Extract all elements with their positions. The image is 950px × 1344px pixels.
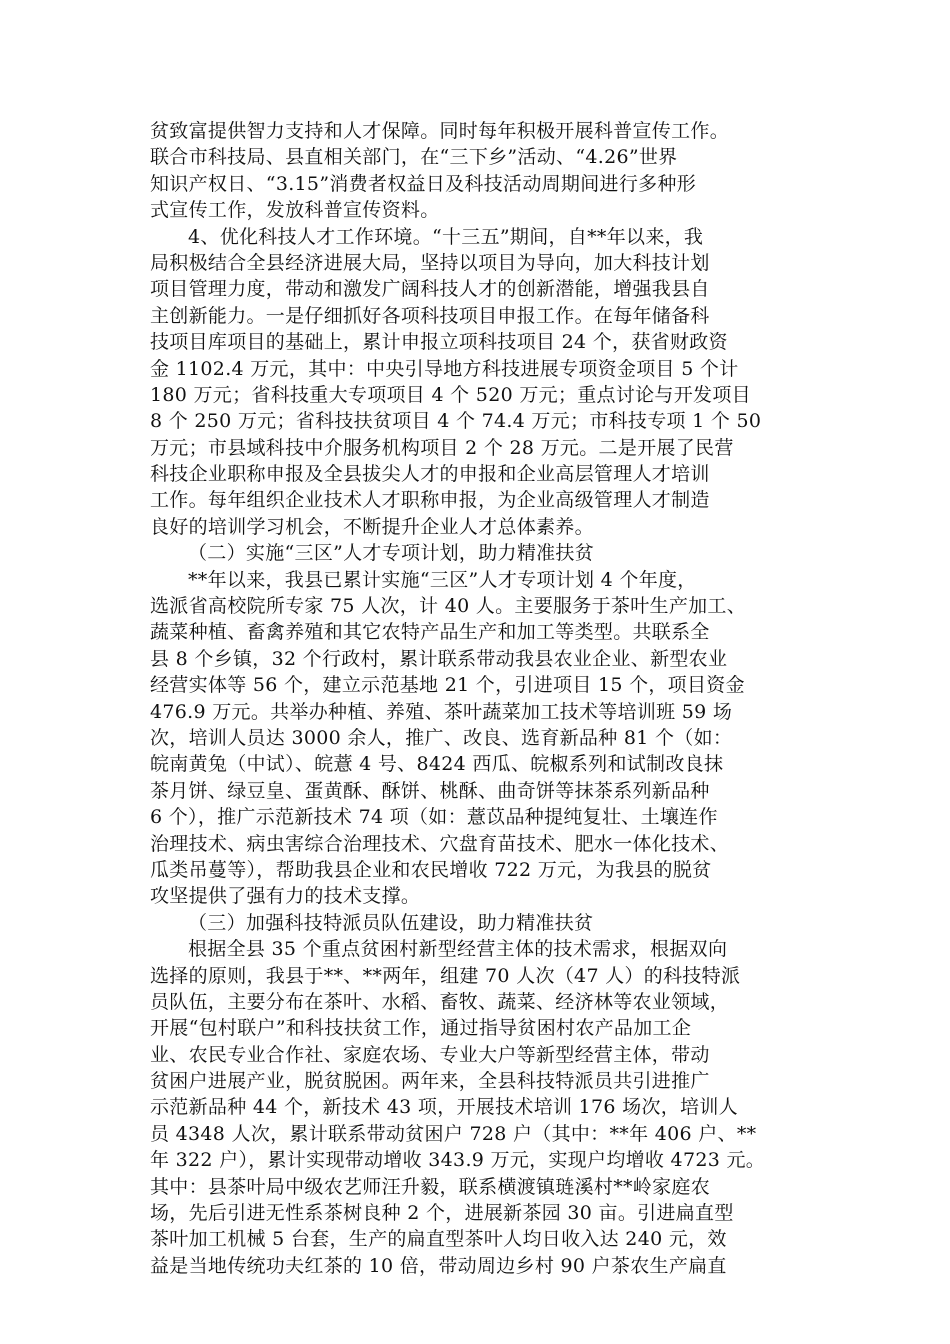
text-line: 联合市科技局、县直相关部门，在“三下乡”活动、“4.26”世界 [150,146,678,169]
text-line: 员队伍，主要分布在茶叶、水稻、畜牧、蔬菜、经济林等农业领域， [150,990,730,1013]
text-line: 益是当地传统功夫红茶的 10 倍，带动周边乡村 90 户茶农生产扁直 [150,1254,727,1277]
text-line: 选择的原则，我县于**、**两年，组建 70 人次（47 人）的科技特派 [150,964,741,987]
text-line: 主创新能力。一是仔细抓好各项科技项目申报工作。在每年储备科 [150,304,710,327]
text-line: 其中：县茶叶局中级农艺师汪升毅，联系横渡镇琏溪村**岭家庭农 [150,1175,711,1198]
text-line: 县 8 个乡镇，32 个行政村，累计联系带动我县农业企业、新型农业 [150,647,728,670]
text-line: 瓜类吊蔓等），帮助我县企业和农民增收 722 万元，为我县的脱贫 [150,858,712,881]
text-line: **年以来，我县已累计实施“三区”人才专项计划 4 个年度， [188,568,697,591]
text-line: 治理技术、病虫害综合治理技术、穴盘育苗技术、肥水一体化技术、 [150,832,730,855]
text-line: 皖南黄兔（中试）、皖薏 4 号、8424 西瓜、皖椒系列和试制改良抹 [150,753,724,776]
text-line: 技项目库项目的基础上，累计申报立项科技项目 24 个，获省财政资 [150,331,728,354]
document-body [150,118,830,1279]
text-line: 贫困户进展产业，脱贫脱困。两年来，全县科技特派员共引进推广 [150,1070,710,1093]
text-line: 良好的培训学习机会，不断提升企业人才总体素养。 [150,515,594,538]
text-line: 知识产权日、“3.15”消费者权益日及科技活动周期间进行多种形 [150,172,697,195]
text-line: 项目管理力度，带动和激发广阔科技人才的创新潜能，增强我县自 [150,278,710,301]
text-line: 局积极结合全县经济进展大局，坚持以项目为导向，加大科技计划 [150,251,710,274]
text-line: 茶月饼、绿豆皇、蛋黄酥、酥饼、桃酥、曲奇饼等抹茶系列新品种 [150,779,710,802]
text-line: 开展“包村联户”和科技扶贫工作，通过指导贫困村农产品加工企 [150,1017,692,1040]
text-line: 贫致富提供智力支持和人才保障。同时每年积极开展科普宣传工作。 [150,120,730,142]
text-line: （三）加强科技特派员队伍建设，助力精准扶贫 [188,911,594,934]
text-line: 攻坚提供了强有力的技术支撑。 [150,885,421,908]
text-line: 金 1102.4 万元，其中：中央引导地方科技进展专项资金项目 5 个计 [150,357,739,380]
text-line: 选派省高校院所专家 75 人次，计 40 人。主要服务于茶叶生产加工、 [150,595,747,618]
text-line: 业、农民专业合作社、家庭农场、专业大户等新型经营主体，带动 [150,1043,710,1066]
text-line: 180 万元；省科技重大专项项目 4 个 520 万元；重点讨论与开发项目 [150,383,751,406]
text-line: 次，培训人员达 3000 余人，推广、改良、选育新品种 81 个（如： [150,726,733,749]
text-line: 科技企业职称申报及全县拔尖人才的申报和企业高层管理人才培训 [150,463,710,486]
text-line: 示范新品种 44 个，新技术 43 项，开展技术培训 176 场次，培训人 [150,1096,738,1119]
text-line: 蔬菜种植、畜禽养殖和其它农特产品生产和加工等类型。共联系全 [150,621,710,644]
text-line: 式宣传工作，发放科普宣传资料。 [150,199,440,222]
text-line: 场，先后引进无性系茶树良种 2 个，进展新茶园 30 亩。引进扁直型 [150,1202,734,1225]
text-line: 员 4348 人次，累计联系带动贫困户 728 户（其中：**年 406 户、** [150,1122,757,1145]
text-line: 经营实体等 56 个，建立示范基地 21 个，引进项目 15 个，项目资金 [150,674,745,697]
text-line: 476.9 万元。共举办种植、养殖、茶叶蔬菜加工技术等培训班 59 场 [150,700,733,723]
text-line: 根据全县 35 个重点贫困村新型经营主体的技术需求，根据双向 [188,938,728,961]
text-line: 茶叶加工机械 5 台套，生产的扁直型茶叶人均日收入达 240 元，效 [150,1228,727,1251]
text-line: 8 个 250 万元；省科技扶贫项目 4 个 74.4 万元；市科技专项 1 个 50 [150,410,762,433]
text-line: 年 322 户），累计实现带动增收 343.9 万元，实现户均增收 4723 元。 [150,1149,766,1172]
text-line: 6 个），推广示范新技术 74 项（如：薏苡品种提纯复壮、土壤连作 [150,806,718,829]
text-line: 万元；市县域科技中介服务机构项目 2 个 28 万元。二是开展了民营 [150,436,734,459]
text-line: （二）实施“三区”人才专项计划，助力精准扶贫 [188,542,595,565]
text-line: 4、优化科技人才工作环境。“十三五”期间，自**年以来，我 [188,225,704,248]
text-line: 工作。每年组织企业技术人才职称申报，为企业高级管理人才制造 [150,489,710,512]
